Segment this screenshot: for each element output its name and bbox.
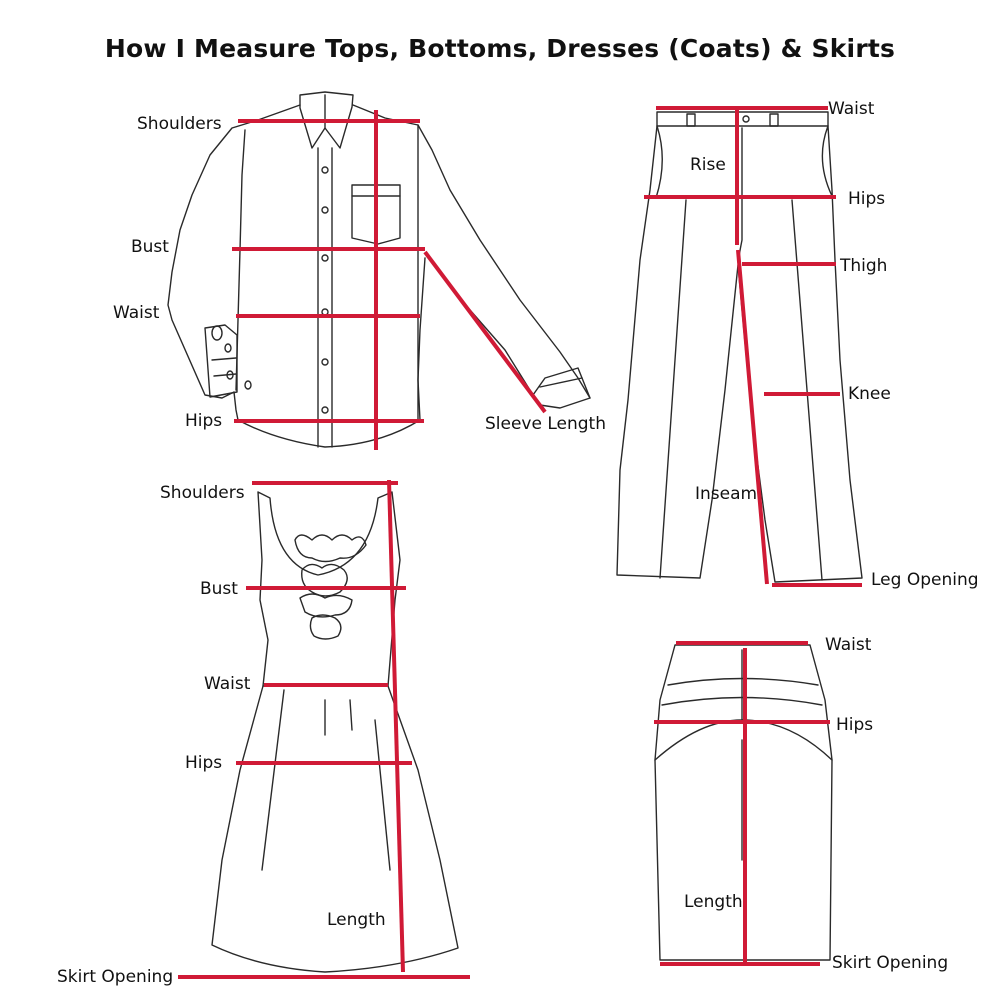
shirt-sleeve-line — [425, 252, 545, 412]
dress-sketch — [212, 492, 458, 972]
pants-measure-lines — [644, 108, 862, 585]
shirt-sleeve-length-label: Sleeve Length — [485, 414, 606, 434]
shirt-bust-label: Bust — [131, 237, 169, 257]
dress-hips-label: Hips — [185, 753, 223, 773]
page-title: How I Measure Tops, Bottoms, Dresses (Coats) & Skirts — [104, 34, 896, 63]
shirt-sketch — [168, 92, 590, 447]
dress-bust-label: Bust — [200, 579, 238, 599]
skirt-length-label: Length — [684, 892, 743, 912]
dress-length-label: Length — [327, 910, 386, 930]
pants-sketch — [617, 112, 862, 582]
dress-waist-label: Waist — [204, 674, 251, 694]
shirt-measure-lines — [232, 110, 545, 450]
pants-knee-label: Knee — [848, 384, 891, 404]
dress-shoulders-label: Shoulders — [160, 483, 245, 503]
shirt-waist-label: Waist — [113, 303, 160, 323]
pants-inseam-line — [738, 250, 767, 584]
skirt-opening-label: Skirt Opening — [832, 953, 949, 973]
dress-measure-lines — [178, 480, 470, 977]
shirt-hips-label: Hips — [185, 411, 223, 431]
dress-length-line — [389, 480, 403, 972]
skirt-waist-label: Waist — [825, 635, 872, 655]
pants-inseam-label: Inseam — [695, 484, 758, 504]
skirt-hips-label: Hips — [836, 715, 874, 735]
pants-leg-opening-label: Leg Opening — [871, 570, 979, 590]
pants-waist-label: Waist — [828, 99, 875, 119]
shirt-shoulders-label: Shoulders — [137, 114, 222, 134]
pants-hips-label: Hips — [848, 189, 886, 209]
pants-rise-label: Rise — [690, 155, 726, 175]
pants-thigh-label: Thigh — [840, 256, 888, 276]
dress-skirt-opening-label: Skirt Opening — [57, 967, 174, 987]
